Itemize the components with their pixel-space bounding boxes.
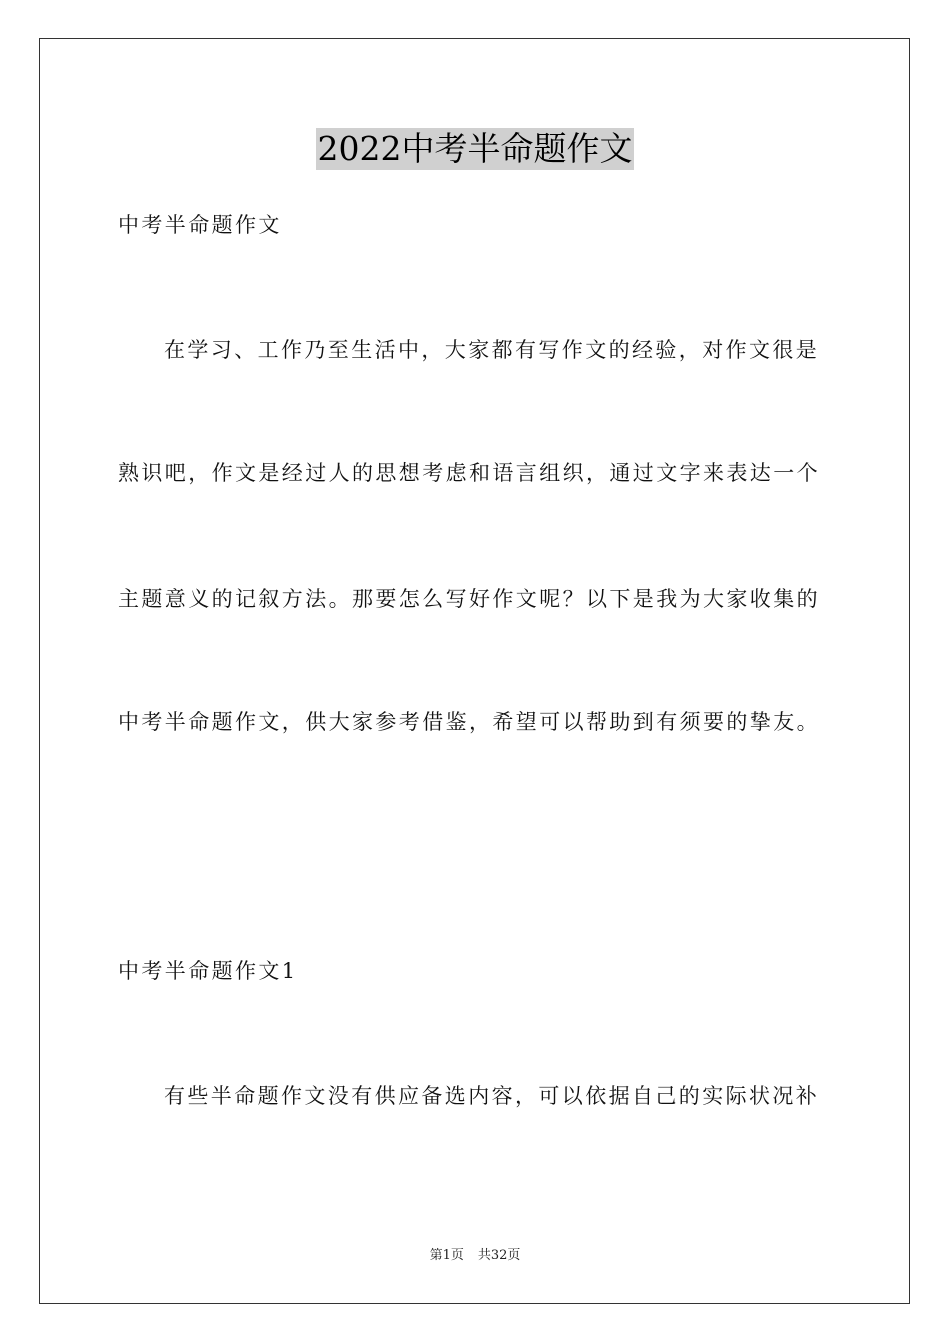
page-number: 第1页 [429,1248,464,1263]
subheading: 中考半命题作文 [118,213,282,237]
title-container [0,128,950,170]
page-footer [0,1247,950,1265]
intro-line-3: 主题意义的记叙方法。那要怎么写好作文呢？以下是我为大家收集的 [118,587,820,611]
section-heading: 中考半命题作文1 [118,959,298,983]
intro-line-2: 熟识吧，作文是经过人的思想考虑和语言组织，通过文字来表达一个 [118,461,820,485]
section-line-1: 有些半命题作文没有供应备选内容，可以依据自己的实际状况补 [164,1084,820,1108]
intro-line-4: 中考半命题作文，供大家参考借鉴，希望可以帮助到有须要的挚友。 [118,710,820,734]
page-total: 共32页 [477,1248,521,1263]
document-title: 2022中考半命题作文 [317,129,633,168]
intro-line-1: 在学习、工作乃至生活中，大家都有写作文的经验，对作文很是 [164,338,820,362]
